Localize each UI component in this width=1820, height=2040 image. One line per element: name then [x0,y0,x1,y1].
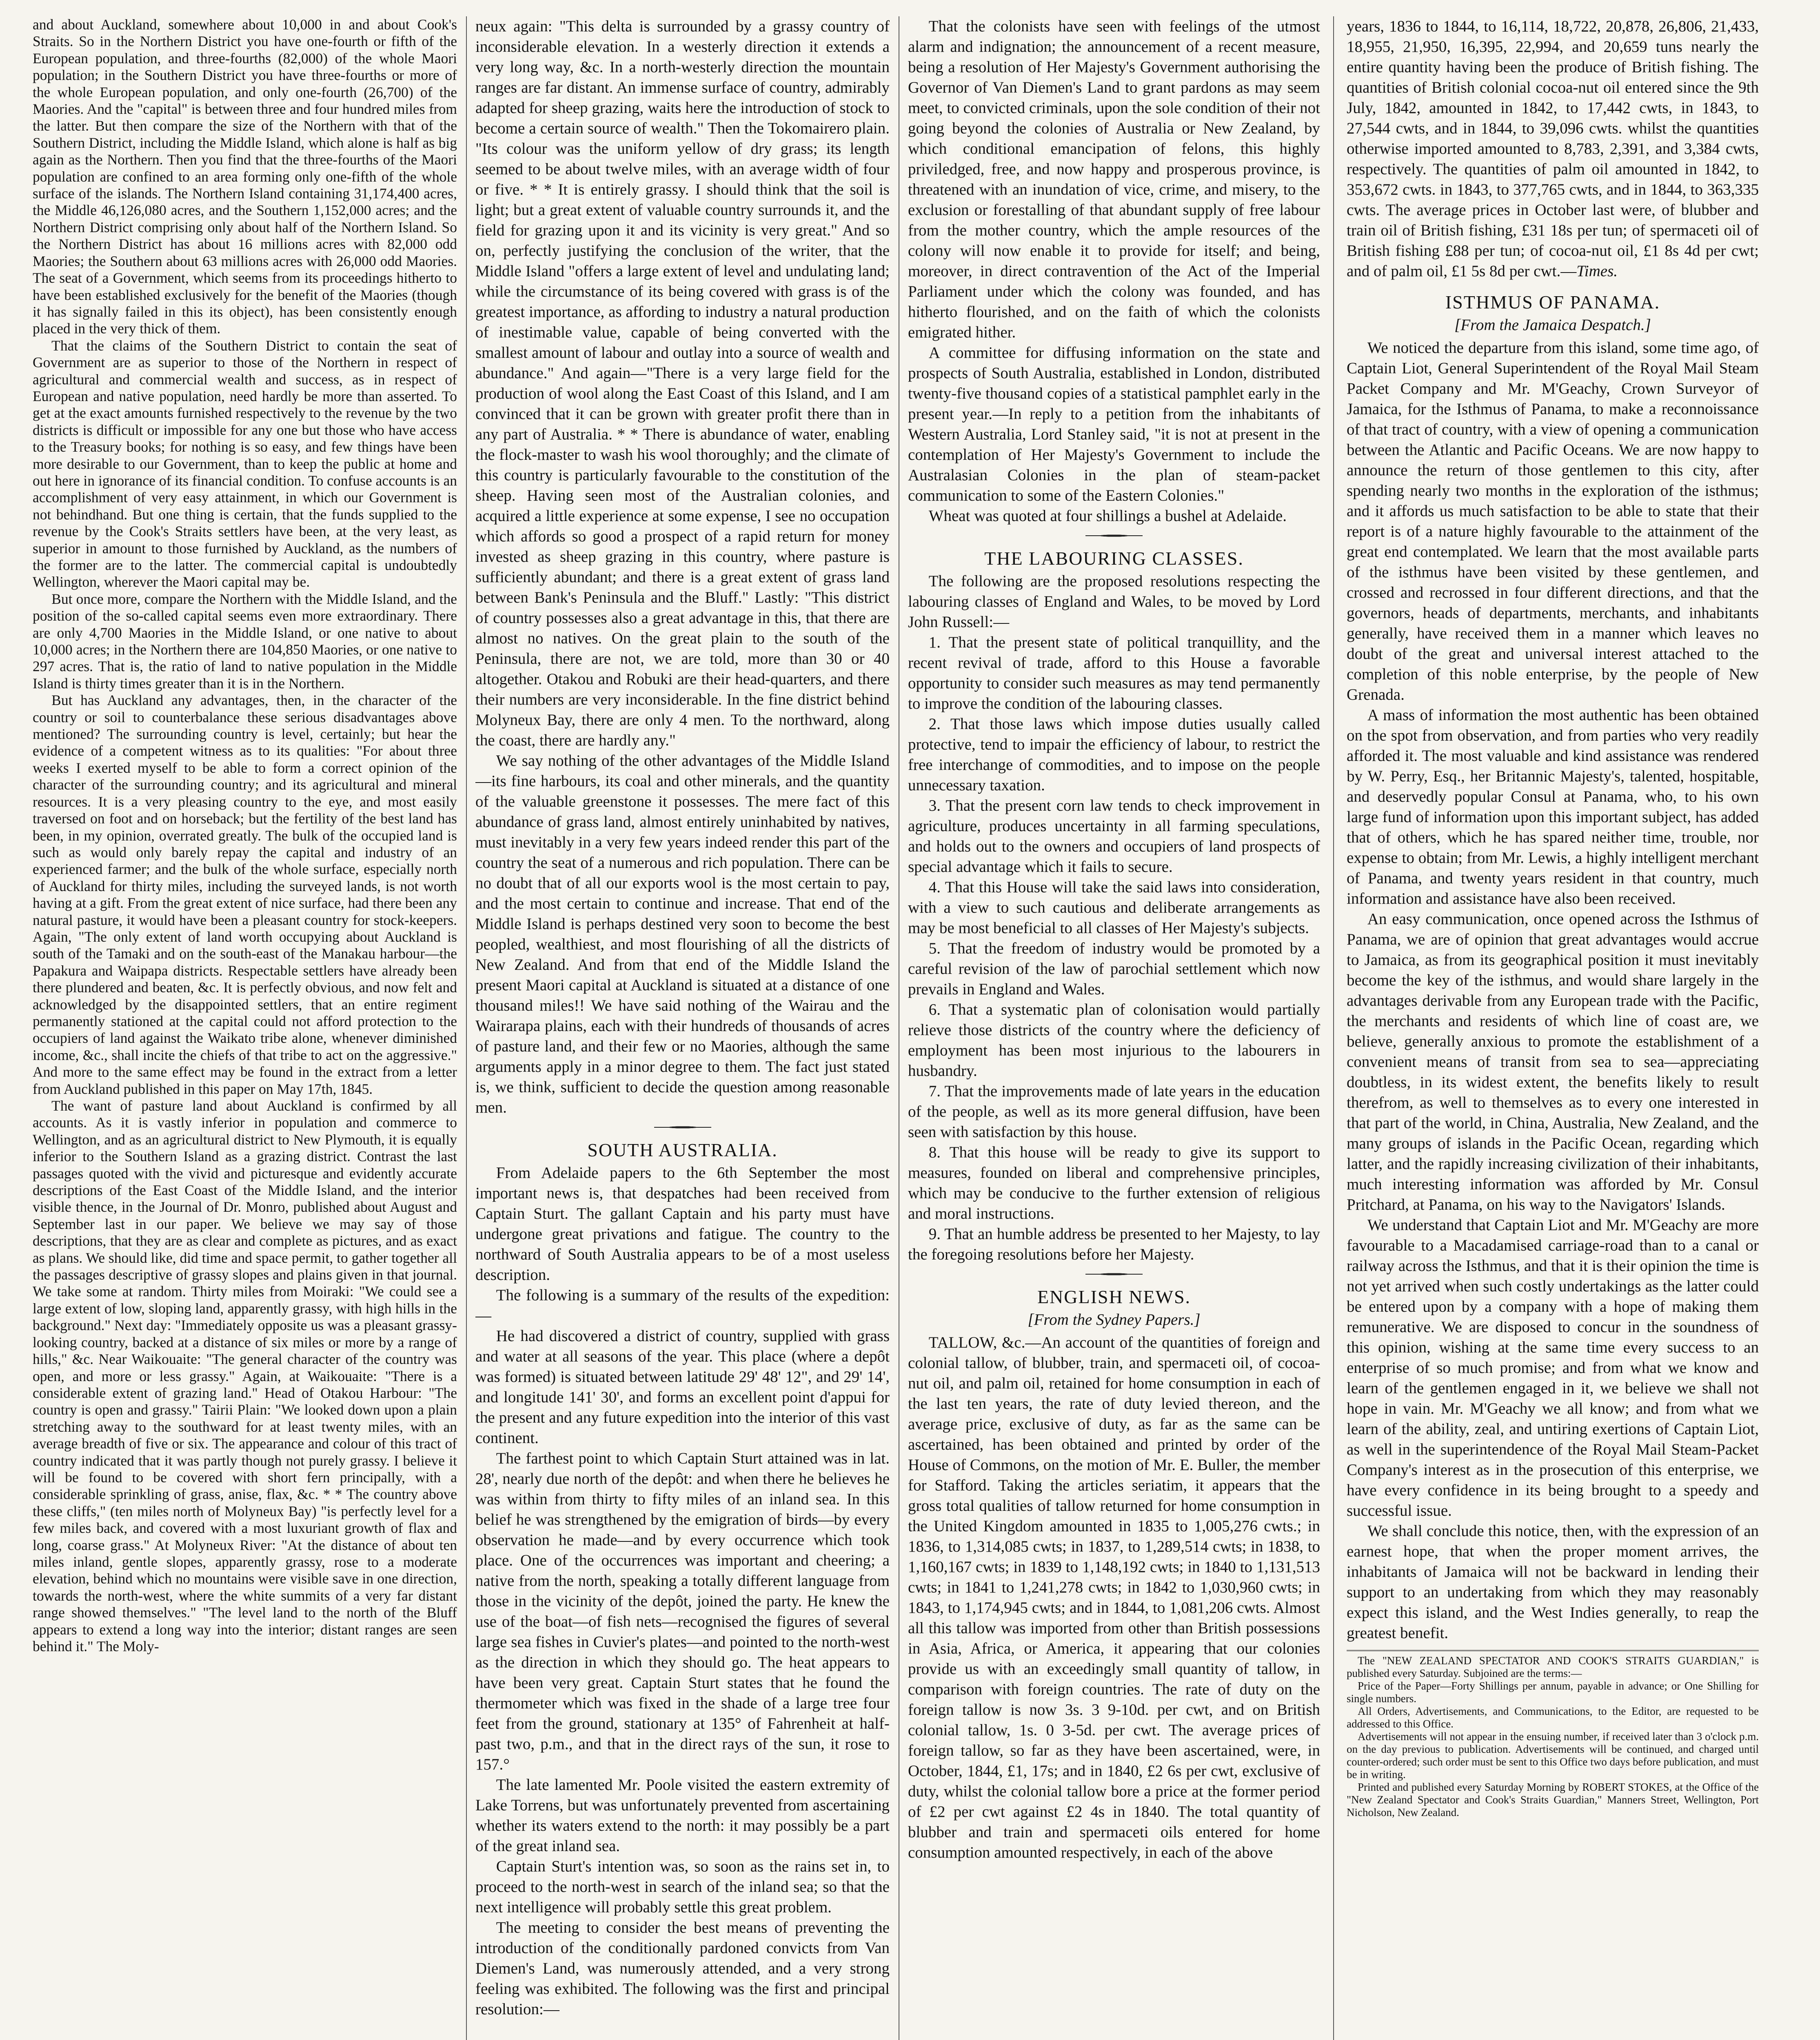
colophon-line: Price of the Paper—Forty Shillings per annum, payable in advance; or One Shilling for single numbers. [1347,1680,1759,1705]
resolution-item: 7. That the improvements made of late years in the education of the people, as well as its more general diffusion, have been seen with satisfaction by this house. [908,1082,1320,1141]
section-divider [1085,1272,1143,1276]
paragraph: and about Auckland, somewhere about 10,000 in and about Cook's Straits. So in the Northern District you have one-fourth or fifth of the European population, and three-fourths (82,000) of the whole Maori population; in the Southern District you have three-fourths or more of the whole European population, and only one-fourth (26,700) of the Maories. And the "capital" is between three and four hundred miles from the latter. But then compare the size of the Northern with that of the Southern District, including the Middle Island, which alone is half as big again as the Northern. Then you find that the three-fourths of the Maori population are confined to an area forming only one-fifth of the whole surface of the islands. The Northern Island containing 31,174,400 acres, the Middle 46,126,080 acres, and the Southern 1,152,000 acres; and the Northern District comprising only about half of the Northern Island. So the Northern District has about 16 millions acres with 82,000 odd Maories; the Southern about 63 millions acres with 26,000 odd Maories. The seat of a Government, which seems from its proceedings hitherto to have been established exclusively for the benefit of the Maories (though it has signally failed in this its object), has been consistently enough placed in the very thick of them. [33,16,457,337]
paragraph: But once more, compare the Northern with the Middle Island, and the position of the so-called capital seems even more extraordinary. There are only 4,700 Maories in the Middle Island, or one native to about 10,000 acres; in the Northern there are 104,850 Maories, or one native to 297 acres. That is, the ratio of land to native population in the Middle Island is thirty times greater than it is in the Northern. [33,590,457,692]
paragraph [1347,16,1759,282]
paragraph: From Adelaide papers to the 6th September the most important news is, that despatches had been received from Captain Sturt. The gallant Captain and his party must have undergone great privations and fatigue. The country to the northward of South Australia appears to be of a most useless description. [475,1164,890,1284]
paragraph: An easy communication, once opened across the Isthmus of Panama, we are of opinion that great advantages would accrue to Jamaica, as from its geographical position it must inevitably become the key of the isthmus, and would share largely in the advantages derivable from any European trade with the Pacific, the merchants and residents of which line of coast are, we believe, generally anxious to promote the establishment of a convenient means of transit from sea to sea—appreciating doubtless, in its widest extent, the benefits likely to result therefrom, as well to themselves as to every one interested in that part of the world, in China, Australia, New Zealand, and the many groups of islands in the Pacific Ocean, regarding which latter, and the rapidly increasing civilization of their inhabitants, much interesting information was afforded by Mr. Consul Pritchard, at Panama, on his way to the Navigators' Islands. [1347,910,1759,1213]
paragraph-text: years, 1836 to 1844, to 16,114, 18,722, 20,878, 26,806, 21,433, 18,955, 21,950, 16,395, 22,994, and 20,659 tuns nearly the entire quantity having been the produce of British fishing. The quantities of British colonial cocoa-nut oil entered since the 9th July, 1842, amounted in 1842, to 17,442 cwts, in 1843, to 27,544 cwts, and in 1844, to 39,096 cwts. whilst the quantities otherwise imported amounted to 8,783, 2,391, and 3,384 cwts, respectively. The quantities of palm oil amounted in 1842, to 353,672 cwts. in 1843, to 377,765 cwts, and in 1844, to 363,335 cwts. The average prices in October last were, of blubber and train oil of British fishing, £31 18s per tun; of spermaceti oil of British fishing £88 per tun; of cocoa-nut oil, £1 8s 4d per cwt; and of palm oil, £1 5s 8d per cwt.— [1347,18,1759,280]
paragraph: That the claims of the Southern District to contain the seat of Government are as superior to those of the Northern in respect of agricultural and commercial wealth and success, as in respect of European and native population, need hardly be more than asserted. To get at the exact amounts furnished respectively to the revenue by the two districts is difficult or impossible for any one but those who have access to the Treasury books; for nothing is so easy, and few things have been more desirable to our Government, than to keep the public at home and out here in ignorance of its financial condition. To confuse accounts is an accomplishment of very easy attainment, in which our Government is not behindhand. But one thing is certain, that the funds supplied to the revenue by the Cook's Straits settlers have been, at the very least, as superior in amount to those furnished by Auckland, as the numbers of the former are to the latter. The commercial capital is undoubtedly Wellington, wherever the Maori capital may be. [33,337,457,590]
paragraph: We noticed the departure from this island, some time ago, of Captain Liot, General Superintendent of the Royal Mail Steam Packet Company and Mr. M'Geachy, Crown Surveyor of Jamaica, for the Isthmus of Panama, to make a reconnoissance of that tract of country, with a view of opening a communication between the Atlantic and Pacific Oceans. We are now happy to announce the return of those gentlemen to this city, after spending nearly two months in the exploration of the isthmus; and it affords us much satisfaction to be able to state that their report is of a nature highly favourable to the attainment of the great end contemplated. We learn that the most available parts of the isthmus have been visited by these gentlemen, and crossed and recrossed in four different directions, and that the governors, heads of departments, merchants, and inhabitants generally, have received them in a manner which leaves no doubt of the great and universal interest attached to the completion of this noble enterprise, by the people of New Grenada. [1347,339,1759,703]
resolution-item: 9. That an humble address be presented to her Majesty, to lay the foregoing resolutions before her Majesty. [908,1225,1320,1263]
paragraph: We shall conclude this notice, then, with the expression of an earnest hope, that when the proper moment arrives, the inhabitants of Jamaica will not be backward in lending their support to an undertaking from which they may reasonably expect this island, and the West Indies generally, to reap the greatest benefit. [1347,1522,1759,1642]
resolution-item: 4. That this House will take the said laws into consideration, with a view to such cautious and deliberate arrangements as may be most beneficial to all classes of Her Majesty's subjects. [908,878,1320,937]
column-2 [475,16,890,2040]
paragraph: The meeting to consider the best means of preventing the introduction of the conditionally pardoned convicts from Van Diemen's Land, was numerously attended, and a very strong feeling was exhibited. The following was the first and principal resolution:— [475,1919,890,2018]
paragraph: TALLOW, &c.—An account of the quantities of foreign and colonial tallow, of blubber, train, and spermaceti oil, of cocoa-nut oil, and palm oil, retained for home consumption in each of the last ten years, the rate of duty levied thereon, and the average price, exclusive of duty, as far as the same can be ascertained, has been obtained and printed by order of the House of Commons, on the motion of Mr. E. Buller, the member for Stafford. Taking the articles seriatim, it appears that the gross total qualities of tallow returned for home consumption in the United Kingdom amounted in 1835 to 1,005,276 cwts.; in 1836, to 1,314,085 cwts; in 1837, to 1,289,514 cwts; in 1838, to 1,160,167 cwts; in 1839 to 1,148,192 cwts; in 1840 to 1,131,513 cwts; in 1841 to 1,241,278 cwts; in 1842 to 1,030,960 cwts; in 1843, to 1,174,945 cwts; and in 1844, to 1,081,206 cwts. Almost all this tallow was imported from other than British possessions in Asia, Africa, or America, it appearing that our colonies provide us with an exceedingly small quantity of tallow, in comparison with foreign countries. The rate of duty on the foreign tallow is now 3s. 3 9-10d. per cwt, and on British colonial tallow, 1s. 0 3-5d. per cwt. The average prices of foreign tallow, so far as they have been ascertained, were, in October, 1844, £1, 17s; and in 1840, £2 6s per cwt, exclusive of duty, whilst the colonial tallow bore a price at the former period of £2 per cwt against £2 4s in 1840. The total quantity of blubber and train and spermaceti oils entered for home consumption amounted respectively, in each of the above [908,1334,1320,1861]
column-rule [1333,16,1334,2040]
paragraph: neux again: "This delta is surrounded by a grassy country of inconsiderable elevation. In a westerly direction it extends a very long way, &c. In a north-westerly direction the mountain ranges are far distant. An immense surface of country, admirably adapted for sheep grazing, waits here the introduction of stock to become a certain source of wealth." Then the Tokomairero plain. "Its colour was the uniform yellow of dry grass; its length seemed to be about twelve miles, with an average width of four or five. * * It is entirely grassy. I should think that the soil is light; but a great extent of valuable country surrounds it, and the field for grazing upon it and its vicinity is very great." And so on, perfectly justifying the conclusion of the writer, that the Middle Island "offers a large extent of level and undulating land; while the circumstance of its being covered with grass is of the greatest importance, as affording to industry a natural production of inestimable value, capable of being converted with the smallest amount of labour and outlay into a source of wealth and abundance." And again—"There is a very large field for the production of wool along the East Coast of this Island, and I am convinced that it can be grown with greater profit there than in any part of Australia. * * There is abundance of water, enabling the flock-master to wash his wool thoroughly; and the climate of this country is particularly favourable to the constitution of the sheep. Having seen most of the Australian colonies, and acquired a little experience at some expense, I see no occupation which affords so good a prospect of a rapid return for money invested as sheep grazing in this country, where pasture is sufficiently abundant; and there is a great extent of grass land between Bank's Peninsula and the Bluff." Lastly: "This district of country possesses also a great advantage in this, that there are almost no natives. On the great plain to the south of the Peninsula, there are not, we are told, more than 30 or 40 altogether. Otakou and Robuki are their head-quarters, and there their numbers are very inconsiderable. In the fine district behind Molyneux Bay, there are only 4 men. To the northward, along the coast, there are hardly any." [475,18,890,749]
source-line: [From the Jamaica Despatch.] [1454,316,1651,334]
resolution-item: 8. That this house will be ready to give its support to measures, founded on liberal and comprehensive principles, which may be conducive to the further extension of religious and moral instructions. [908,1144,1320,1222]
section-heading-south-australia: SOUTH AUSTRALIA. [587,1140,778,1160]
column-3 [908,16,1320,2040]
source-signature: Times. [1576,262,1618,280]
colophon-line: Advertisements will not appear in the ensuing number, if received later than 3 o'clock p.m. on the day previous to publication. Advertisements will be continued, and charged until counter-ordered; such order must be sent to this Office two days before publication, and must be in writing. [1347,1730,1759,1781]
paragraph: We understand that Captain Liot and Mr. M'Geachy are more favourable to a Macadamised carriage-road than to a canal or railway across the Isthmus, and that it is their opinion the time is not yet arrived when such costly undertakings as the latter could be entered upon by a company with a hope of making them remunerative. We are disposed to concur in the soundness of this opinion, wishing at the same time every success to an enterprise of so much promise; and from what we know and learn of the gentlemen engaged in it, we believe we shall not hope in vain. Mr. M'Geachy we all know; and from what we learn of the ability, zeal, and untiring exertions of Captain Liot, as well in the superintendence of the Royal Mail Steam-Packet Company's interest as in the prosecution of this enterprise, we have every confidence in its being brought to a speedy and successful issue. [1347,1216,1759,1519]
source-line: [From the Sydney Papers.] [1028,1311,1201,1328]
paragraph: The want of pasture land about Auckland is confirmed by all accounts. As it is vastly inferior in population and commerce to Wellington, and as an agricultural district to New Plymouth, it is equally inferior to the Southern Island as a grazing district. Contrast the last passages quoted with the vivid and picturesque and evidently accurate descriptions of the East Coast of the Middle Island, and the interior visible thence, in the Journal of Dr. Monro, published about August and September last in our paper. We believe we may say of those descriptions, that they are as clear and complete as pictures, and as exact as plans. We should like, did time and space permit, to gather together all the passages descriptive of grassy slopes and plains given in that journal. We take some at random. Thirty miles from Moiraki: "We could see a large extent of low, sloping land, apparently grassy, with high hills in the background." Next day: "Immediately opposite us was a pleasant grassy-looking country, backed at a distance of six miles or more by a range of hills," &c. Near Waikouaite: "The general character of the country was open, and more or less grassy." Again, at Waikouaite: "There is a considerable extent of grazing land." Head of Otakou Harbour: "The country is open and grassy." Tairii Plain: "We looked down upon a plain stretching away to the southward for at least twenty miles, with an average breadth of five or six. The appearance and colour of this tract of country indicated that it was partly though not purely grassy. I believe it will be found to be covered with short fern principally, with a considerable sprinkling of grass, anise, flax, &c. * * The country above these cliffs," (ten miles north of Molyneux Bay) "is perfectly level for a few miles back, and covered with a most luxuriant growth of flax and long, coarse grass." At Molyneux River: "At the distance of about ten miles inland, gentle slopes, apparently grassy, rose to a moderate elevation, behind which no mountains were visible save in one direction, towards the north-west, where the white summits of a very far distant range showed themselves." "The level land to the north of the Bluff appears to extend a long way into the interior; distant ranges are seen behind it." The Moly- [33,1098,457,1654]
colophon [1347,1650,1759,1819]
paragraph: Wheat was quoted at four shillings a bushel at Adelaide. [928,507,1287,525]
paragraph: But has Auckland any advantages, then, in the character of the country or soil to counterbalance these serious disadvantages above mentioned? The surrounding country is level, certainly; but hear the evidence of a competent witness as to its qualities: "For about three weeks I exerted myself to be able to form a correct opinion of the character of the surrounding country; and its agricultural and mineral resources. It is a very pleasing country to the eye, and most easily traversed on foot and on horseback; but the fertility of the best land has been, in my opinion, overrated greatly. The bulk of the occupied land is such as would only barely repay the capital and industry of an experienced farmer; and the bulk of the whole surface, especially north of Auckland for thirty miles, including the surveyed lands, is not worth having at a gift. From the great extent of nice surface, had there been any natural pasture, it would have been a pleasant country for stock-keepers. Again, "The only extent of land worth occupying about Auckland is south of the Tamaki and on the south-east of the Manakau harbour—the Papakura and Waipapa districts. Respectable settlers have already been there plundered and beaten, &c. It is perfectly obvious, and now felt and acknowledged by the disappointed settlers, that an entire regiment permanently stationed at the capital could not afford protection to the occupiers of land against the Waikato tribe alone, whenever diminished income, &c., shall incite the chiefs of that tribe to act on the aggressive." And more to the same effect may be found in the extract from a letter from Auckland published in this paper on May 17th, 1845. [33,692,457,1097]
colophon-line: The "NEW ZEALAND SPECTATOR AND COOK'S STRAITS GUARDIAN," is published every Saturday. Subjoined are the terms:— [1347,1654,1759,1679]
resolution-item: 2. That those laws which impose duties usually called protective, tend to impair the efficiency of labour, to restrict the free interchange of commodities, and to impose on the people unnecessary taxation. [908,715,1320,794]
resolution-item: 1. That the present state of political tranquillity, and the recent revival of trade, afford to this House a favorable opportunity to consider such measures as may tend permanently to improve the condition of the labouring classes. [908,634,1320,712]
section-heading-english-news: ENGLISH NEWS. [1037,1286,1191,1307]
paragraph: We say nothing of the other advantages of the Middle Island—its fine harbours, its coal and other minerals, and the quantity of the valuable greenstone it possesses. The mere fact of this abundance of grass land, almost entirely uninhabited by natives, must inevitably in a very few years indeed render this part of the country the seat of a numerous and rich population. There can be no doubt that of all our exports wool is the most certain to pay, and the most certain to continue and increase. That end of the Middle Island is perhaps destined very soon to become the best peopled, wealthiest, and most flourishing of all the districts of New Zealand. And from that end of the Middle Island the present Maori capital at Auckland is situated at a distance of one thousand miles!! We have said nothing of the Wairau and the Wairarapa plains, each with their hundreds of thousands of acres of pasture land, and their few or no Maories, although the same arguments apply in a minor degree to them. The fact just stated is, we think, sufficient to decide the question among reasonable men. [475,752,890,1116]
paragraph: That the colonists have seen with feelings of the utmost alarm and indignation; the announcement of a recent measure, being a resolution of Her Majesty's Government authorising the Governor of Van Diemen's Land to grant pardons as may seem meet, to convicted criminals, upon the sole condition of their not going beyond the colonies of Australia or New Zealand, by which conditional emancipation of felons, this highly priviledged, free, and now happy and prosperous province, is threatened with an inundation of vice, crime, and misery, to the exclusion or forestalling of that abundant supply of free labour from the mother country, which the ample resources of the colony will now enable it to provide for itself; and being, moreover, in direct contravention of the Act of the Imperial Parliament under which the colony was founded, and has hitherto flourished, and on the faith of which the colonists emigrated hither. [908,18,1320,341]
paragraph: A committee for diffusing information on the state and prospects of South Australia, established in London, distributed twenty-five thousand copies of a statistical pamphlet early in the present year.—In reply to a petition from the inhabitants of Western Australia, Lord Stanley said, "it is not at present in the contemplation of Her Majesty's Government to include the Australasian Colonies in the plan of steam-packet communication to some of the Eastern Colonies." [908,344,1320,504]
column-1 [33,16,457,2040]
paragraph: The following is a summary of the results of the expedition:— [475,1286,890,1324]
section-heading-labouring-classes: THE LABOURING CLASSES. [984,548,1244,569]
section-divider [654,1125,711,1129]
colophon-line: All Orders, Advertisements, and Communications, to the Editor, are requested to be addressed to this Office. [1347,1705,1759,1730]
paragraph: The following are the proposed resolutions respecting the labouring classes of England and Wales, to be moved by Lord John Russell:— [908,572,1320,631]
paragraph: He had discovered a district of country, supplied with grass and water at all seasons of the year. This place (where a depôt was formed) is situated between latitude 29' 48' 12", and 29' 14', and longitude 141' 30', and forms an excellent point d'appui for the present and any future expedition into the interior of this vast continent. [475,1327,890,1447]
section-heading-isthmus-of-panama: ISTHMUS OF PANAMA. [1445,292,1660,313]
section-divider [1085,534,1143,538]
paragraph: The late lamented Mr. Poole visited the eastern extremity of Lake Torrens, but was unfortunately prevented from ascertaining whether its waters extend to the north: it may possibly be a part of the great inland sea. [475,1776,890,1855]
paragraph: The farthest point to which Captain Sturt attained was in lat. 28', nearly due north of the depôt: and when there he believes he was within from thirty to fifty miles of an inland sea. In this belief he was strengthened by the emigration of birds—by every observation he made—and by every occurrence which took place. One of the occurrences was important and cheering; a native from the north, speaking a totally different language from those in the vicinity of the depôt, joined the party. He knew the use of the boat—of fish nets—recognised the figures of several large sea fishes in Cuvier's plates—and pointed to the north-west as the direction in which they should go. The heat appears to have been very great. Captain Sturt states that he found the thermometer which was fixed in the shade of a large tree four feet from the ground, stationary at 135° of Fahrenheit at half-past two, p.m., and that in the direct rays of the sun, it rose to 157.° [475,1450,890,1773]
resolution-item: 6. That a systematic plan of colonisation would partially relieve those districts of the country where the deficiency of employment has been most injurious to the labourers in husbandry. [908,1001,1320,1080]
paragraph: Captain Sturt's intention was, so soon as the rains set in, to proceed to the north-west in search of the inland sea; so that the next intelligence will probably settle this great problem. [475,1858,890,1916]
column-4 [1347,16,1759,2040]
colophon-line: Printed and published every Saturday Morning by ROBERT STOKES, at the Office of the "New Zealand Spectator and Cook's Straits Guardian," Manners Street, Wellington, Port Nicholson, New Zealand. [1347,1781,1759,1818]
resolution-item: 3. That the present corn law tends to check improvement in agriculture, produces uncertainty in all farming speculations, and holds out to the owners and occupiers of land prospects of special advantage which it fails to secure. [908,797,1320,876]
column-rule [466,16,467,2040]
paragraph: A mass of information the most authentic has been obtained on the spot from observation, and from parties who very readily afforded it. The most valuable and kind assistance was rendered by W. Perry, Esq., her Britannic Majesty's, talented, hospitable, and deservedly popular Consul at Panama, who, to his own large fund of information upon this important subject, has added that of others, which he has spared neither time, trouble, nor expense to obtain; from Mr. Lewis, a highly intelligent merchant of Panama, and twenty years resident in that country, much information and assistance have also been received. [1347,706,1759,907]
resolution-item: 5. That the freedom of industry would be promoted by a careful revision of the law of parochial settlement which now prevails in England and Wales. [908,940,1320,998]
